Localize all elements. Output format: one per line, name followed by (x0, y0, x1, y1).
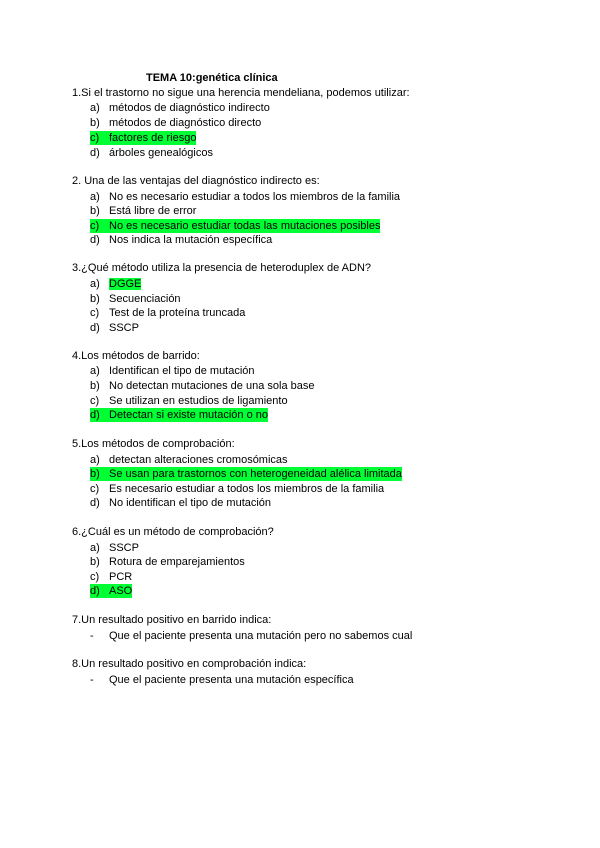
option-marker: a) (90, 102, 100, 114)
option-text-correct: DGGE (109, 278, 142, 290)
option-marker: a) (90, 278, 100, 290)
option-text: métodos de diagnóstico directo (109, 117, 262, 129)
question-6: 6.¿Cuál es un método de comprobación? (72, 526, 274, 538)
option-marker: d) (90, 409, 100, 421)
option-6b (90, 555, 245, 569)
answer-7 (90, 629, 412, 643)
option-3b (90, 292, 181, 306)
question-3: 3.¿Qué método utiliza la presencia de heteroduplex de ADN? (72, 262, 372, 274)
option-text: No identifican el tipo de mutación (109, 497, 272, 509)
option-text: Es necesario estudiar a todos los miembros de la familia (109, 483, 385, 495)
answer-text: Que el paciente presenta una mutación específica (109, 674, 354, 686)
option-text: SSCP (109, 542, 139, 554)
option-marker: c) (90, 571, 100, 583)
option-6a (90, 541, 139, 555)
option-text: ASO (109, 585, 133, 597)
option-marker: c) (90, 483, 100, 495)
dash-marker: - (90, 630, 94, 642)
option-marker: b) (90, 468, 100, 480)
option-text: No detectan mutaciones de una sola base (109, 380, 315, 392)
option-marker: d) (90, 497, 100, 509)
option-4b (90, 379, 314, 393)
option-2b (90, 204, 196, 218)
option-1d (90, 146, 213, 160)
option-4d-correct (90, 408, 268, 422)
option-text: SSCP (109, 322, 139, 334)
option-marker: d) (90, 234, 100, 246)
option-marker: c) (90, 220, 100, 232)
dash-marker: - (90, 674, 94, 686)
option-6d-correct (90, 584, 132, 598)
option-marker: d) (90, 585, 100, 597)
option-marker: b) (90, 380, 100, 392)
option-1c-correct (90, 131, 196, 145)
option-2d (90, 233, 272, 247)
option-text: Se utilizan en estudios de ligamiento (109, 395, 288, 407)
option-marker: c) (90, 395, 100, 407)
option-text: Nos indica la mutación específica (109, 234, 273, 246)
option-3c (90, 306, 245, 320)
option-marker: c) (90, 132, 100, 144)
question-5: 5.Los métodos de comprobación: (72, 438, 235, 450)
option-5c (90, 482, 384, 496)
question-7: 7.Un resultado positivo en barrido indica: (72, 614, 272, 626)
option-marker: b) (90, 205, 100, 217)
option-text: métodos de diagnóstico indirecto (109, 102, 270, 114)
answer-text: Que el paciente presenta una mutación pero no sabemos cual (109, 630, 413, 642)
option-text: Test de la proteína truncada (109, 307, 246, 319)
option-text: No es necesario estudiar todas las mutaciones posibles (109, 220, 381, 232)
option-marker: b) (90, 556, 100, 568)
option-marker: a) (90, 365, 100, 377)
question-2: 2. Una de las ventajas del diagnóstico indirecto es: (72, 175, 320, 187)
page-title: TEMA 10:genética clínica (146, 72, 278, 84)
option-marker: d) (90, 322, 100, 334)
option-4a (90, 364, 255, 378)
option-text: Está libre de error (109, 205, 197, 217)
option-marker: c) (90, 307, 100, 319)
option-6c (90, 570, 132, 584)
option-marker: d) (90, 147, 100, 159)
option-marker: b) (90, 293, 100, 305)
option-2c-correct (90, 219, 380, 233)
option-text: factores de riesgo (109, 132, 197, 144)
option-marker: a) (90, 542, 100, 554)
option-5d (90, 496, 271, 510)
option-marker: a) (90, 191, 100, 203)
option-text: Rotura de emparejamientos (109, 556, 245, 568)
option-marker: b) (90, 117, 100, 129)
option-text: árboles genealógicos (109, 147, 213, 159)
option-2a (90, 190, 400, 204)
option-marker: a) (90, 454, 100, 466)
option-text: No es necesario estudiar a todos los miembros de la familia (109, 191, 401, 203)
answer-8 (90, 673, 354, 687)
option-3a (90, 277, 141, 291)
option-text: Se usan para trastornos con heterogeneidad alélica limitada (109, 468, 402, 480)
option-1a (90, 101, 270, 115)
option-text: detectan alteraciones cromosómicas (109, 454, 288, 466)
option-text: Detectan si existe mutación o no (109, 409, 268, 421)
option-text: Secuenciación (109, 293, 181, 305)
option-text: Identifican el tipo de mutación (109, 365, 255, 377)
option-5a (90, 453, 288, 467)
question-1: 1.Si el trastorno no sigue una herencia mendeliana, podemos utilizar: (72, 87, 410, 99)
question-4: 4.Los métodos de barrido: (72, 350, 200, 362)
option-4c (90, 394, 288, 408)
option-3d (90, 321, 139, 335)
option-text: PCR (109, 571, 133, 583)
option-5b-correct (90, 467, 402, 481)
option-1b (90, 116, 261, 130)
question-8: 8.Un resultado positivo en comprobación indica: (72, 658, 307, 670)
